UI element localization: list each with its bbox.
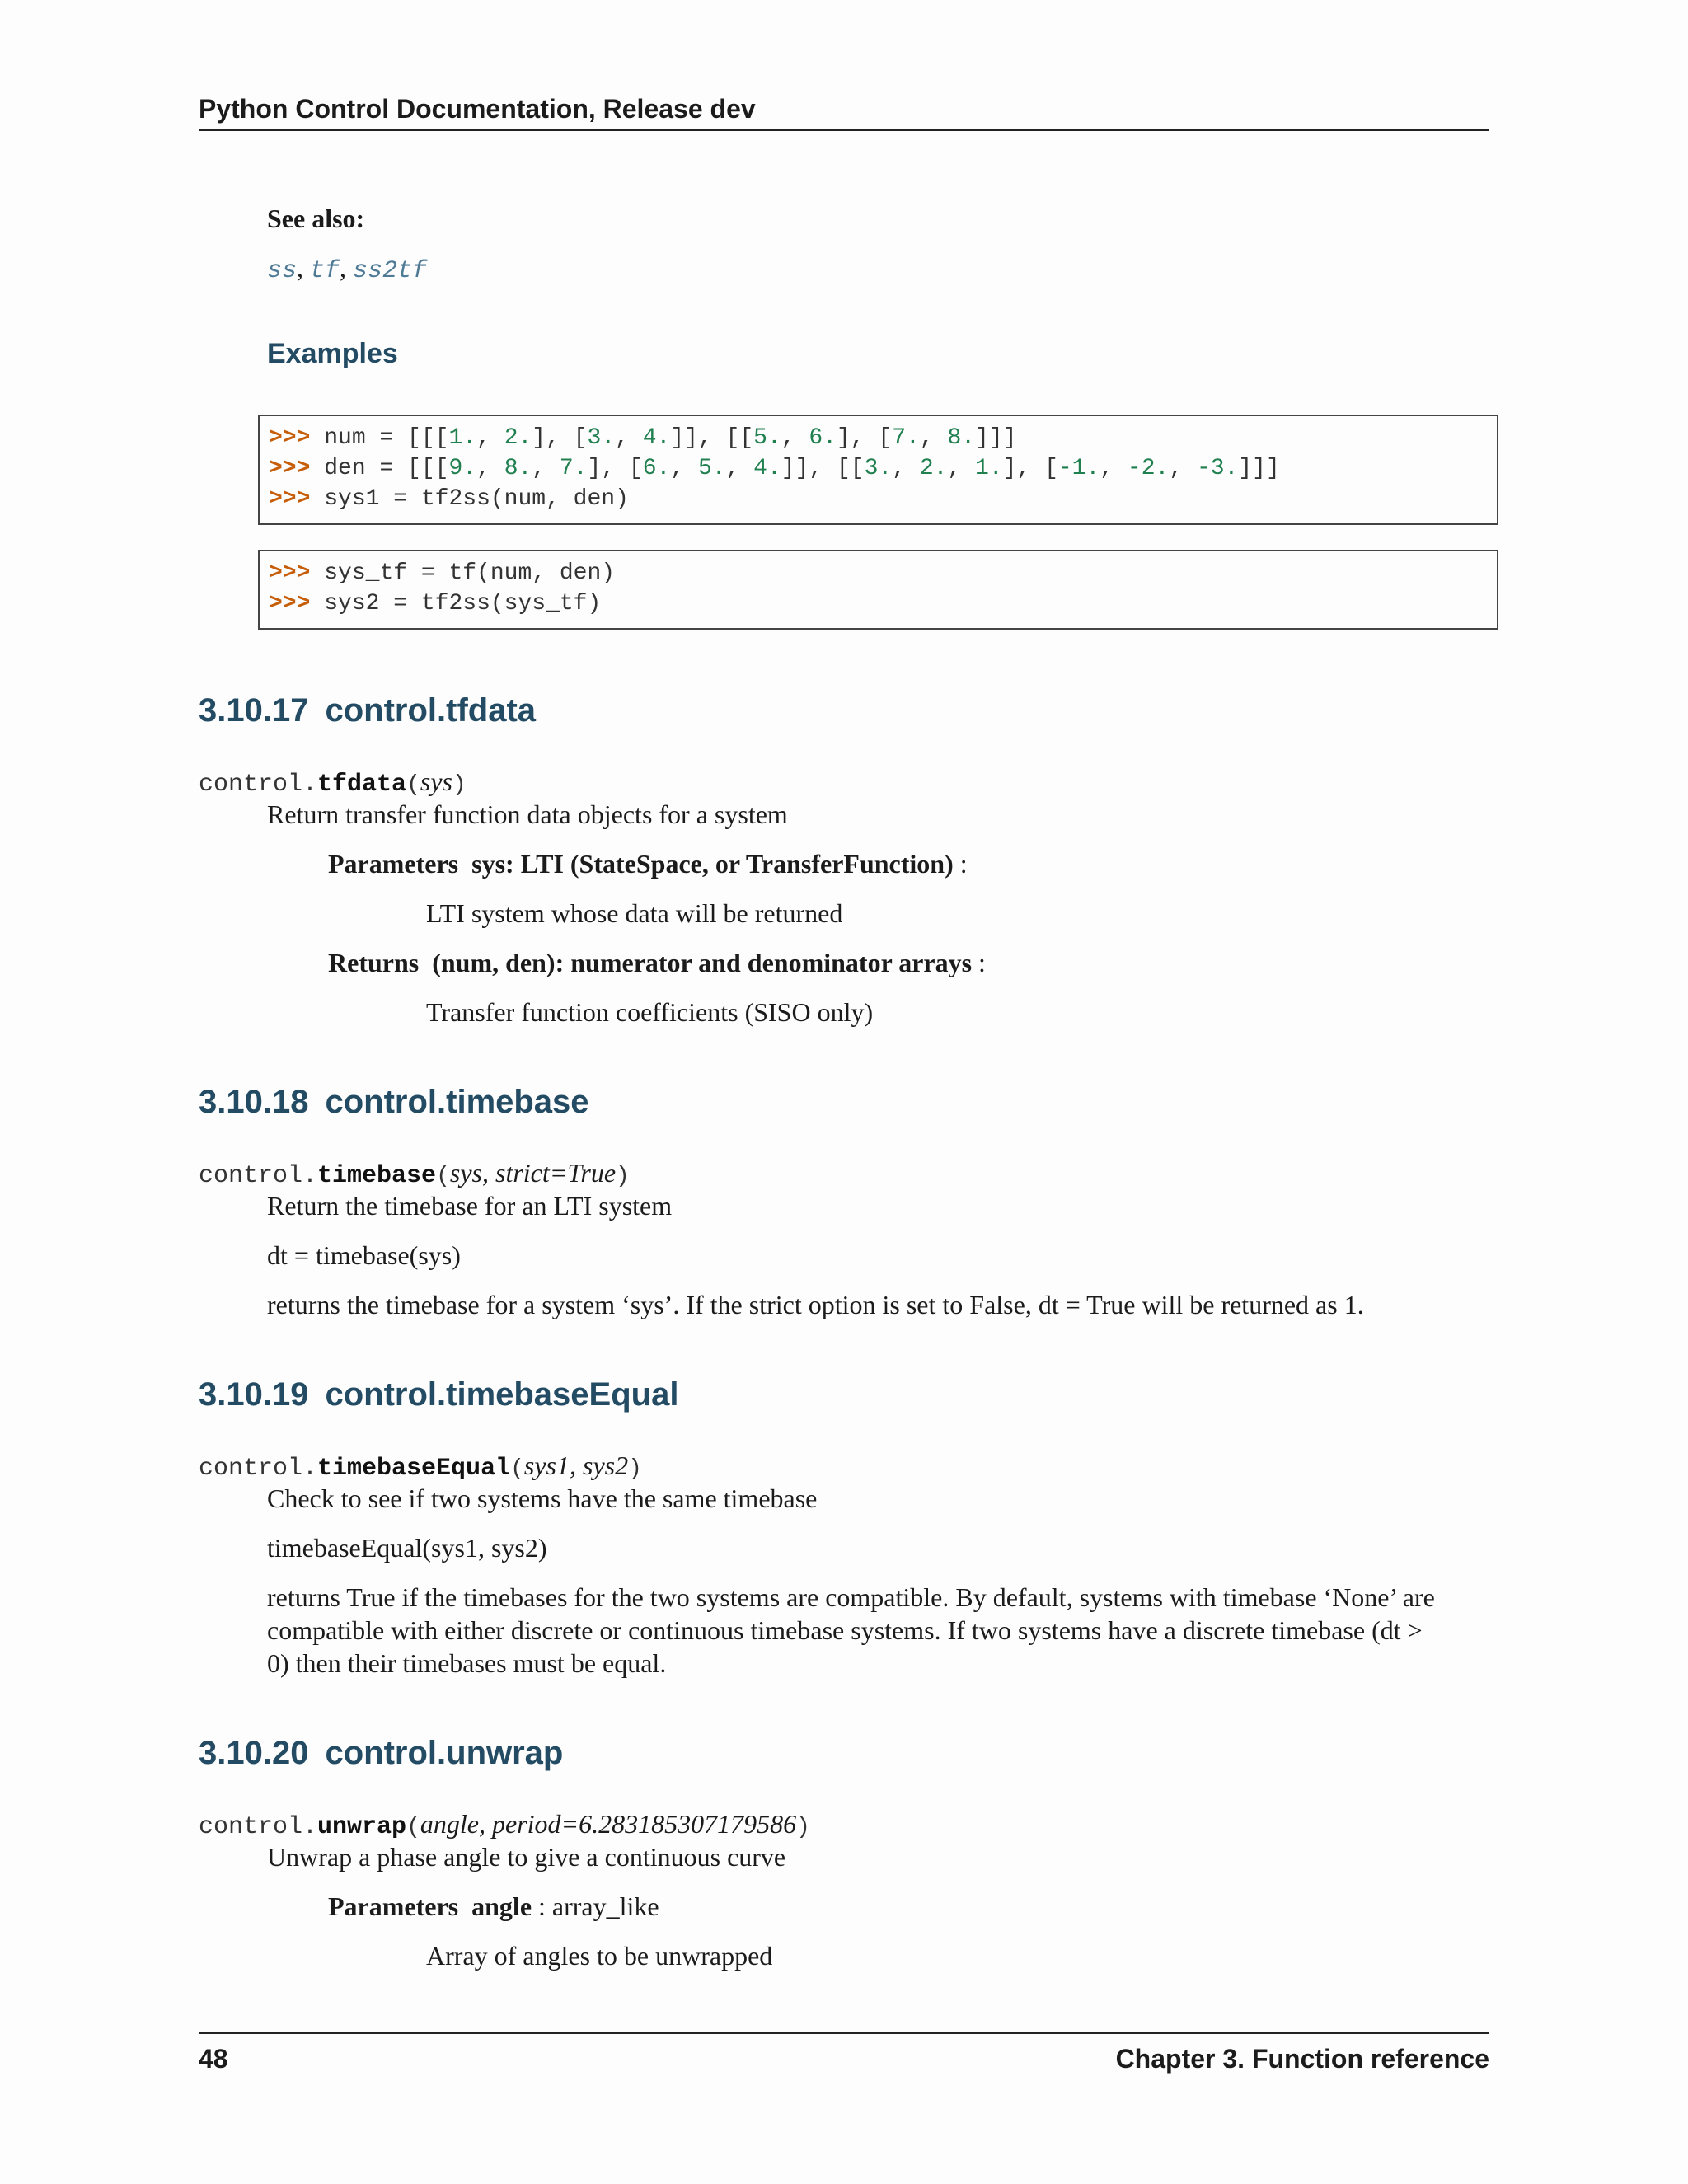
returns-row-tfdata bbox=[328, 946, 986, 979]
see-also-link-tf[interactable]: tf bbox=[310, 257, 340, 285]
sig-function-name: timebaseEqual bbox=[317, 1455, 511, 1483]
see-also-sep: , bbox=[297, 253, 311, 283]
code-number: 6. bbox=[809, 425, 837, 451]
code-number: 6. bbox=[642, 456, 671, 481]
page-number: 48 bbox=[199, 2044, 228, 2074]
code-text: , bbox=[919, 425, 948, 451]
code-prompt: >>> bbox=[269, 425, 311, 451]
sig-module: control. bbox=[199, 1455, 318, 1483]
code-number: 5. bbox=[697, 456, 726, 481]
param-desc-unwrap: Array of angles to be unwrapped bbox=[426, 1941, 773, 1971]
code-text: ], [ bbox=[837, 425, 893, 451]
code-prompt: >>> bbox=[269, 456, 311, 481]
code-block-2 bbox=[258, 550, 1498, 630]
sig-close-paren: ) bbox=[616, 1164, 630, 1189]
code-number: 1. bbox=[448, 425, 477, 451]
code-number: 3. bbox=[864, 456, 893, 481]
code-text: , bbox=[532, 456, 560, 481]
code-text: , bbox=[947, 456, 976, 481]
section-title: control.timebase bbox=[325, 1084, 589, 1120]
section-heading-unwrap bbox=[199, 1732, 563, 1774]
returns-colon: : bbox=[972, 948, 986, 977]
code-number: 2. bbox=[919, 456, 948, 481]
sig-function-name: timebase bbox=[317, 1162, 437, 1190]
code-number: 1. bbox=[975, 456, 1003, 481]
param-type: : array_like bbox=[532, 1891, 659, 1921]
sig-module: control. bbox=[199, 1813, 318, 1841]
header-rule bbox=[199, 129, 1489, 131]
see-also-links bbox=[267, 251, 427, 288]
code-number: 8. bbox=[947, 425, 976, 451]
code-text: , bbox=[1100, 456, 1128, 481]
see-also-sep: , bbox=[340, 253, 354, 283]
code-text: den = [[[ bbox=[324, 456, 449, 481]
summary-timebaseequal: Check to see if two systems have the same timebase bbox=[267, 1483, 818, 1513]
code-text: num = [[[ bbox=[324, 425, 449, 451]
param-name: sys: LTI (StateSpace, or TransferFunction) bbox=[471, 849, 954, 879]
usage-timebaseequal: timebaseEqual(sys1, sys2) bbox=[267, 1533, 547, 1563]
section-number: 3.10.20 bbox=[199, 1735, 309, 1771]
code-text: ]]] bbox=[1238, 456, 1280, 481]
sig-open-paren: ( bbox=[510, 1456, 524, 1482]
code-prompt: >>> bbox=[269, 486, 311, 512]
sig-close-paren: ) bbox=[628, 1456, 642, 1482]
sig-args: sys, strict=True bbox=[449, 1158, 617, 1188]
section-heading-tfdata bbox=[199, 690, 536, 731]
desc-timebase: returns the timebase for a system ‘sys’. If the strict option is set to False, dt = True will be returned as 1. bbox=[267, 1290, 1364, 1319]
code-line bbox=[269, 484, 1488, 514]
code-text: , bbox=[781, 425, 809, 451]
desc-timebaseequal-line2: compatible with either discrete or continuous timebase systems. If two systems have a discrete timebase (dt > bbox=[267, 1615, 1423, 1645]
section-title: control.tfdata bbox=[325, 692, 537, 729]
sig-open-paren: ( bbox=[406, 1815, 420, 1840]
code-text: ]], [[ bbox=[670, 425, 754, 451]
summary-tfdata: Return transfer function data objects for a system bbox=[267, 799, 788, 829]
code-number: 4. bbox=[642, 425, 671, 451]
code-prompt: >>> bbox=[269, 591, 311, 616]
code-text: , bbox=[615, 425, 643, 451]
code-prompt: >>> bbox=[269, 560, 311, 586]
see-also-label: See also: bbox=[267, 204, 365, 233]
code-text: ], [ bbox=[532, 425, 588, 451]
code-number: -3. bbox=[1196, 456, 1239, 481]
code-text: , bbox=[1169, 456, 1197, 481]
code-text: , bbox=[476, 456, 504, 481]
code-number: 7. bbox=[559, 456, 588, 481]
sig-module: control. bbox=[199, 1162, 318, 1190]
section-heading-timebase bbox=[199, 1081, 589, 1122]
sig-args: angle, period=6.283185307179586 bbox=[420, 1809, 797, 1839]
returns-label: Returns bbox=[328, 948, 420, 977]
code-line bbox=[269, 558, 1488, 588]
summary-timebase: Return the timebase for an LTI system bbox=[267, 1191, 673, 1221]
param-name: angle bbox=[471, 1891, 532, 1921]
function-signature-tfdata bbox=[199, 765, 467, 802]
params-label: Parameters bbox=[328, 1891, 459, 1921]
sig-open-paren: ( bbox=[406, 772, 420, 798]
code-number: -2. bbox=[1127, 456, 1170, 481]
sig-module: control. bbox=[199, 771, 318, 799]
sig-args: sys bbox=[420, 766, 452, 796]
examples-heading: Examples bbox=[267, 338, 398, 369]
see-also-link-ss2tf[interactable]: ss2tf bbox=[353, 257, 428, 285]
code-text: , bbox=[670, 456, 698, 481]
sig-close-paren: ) bbox=[796, 1815, 810, 1840]
code-text: ], [ bbox=[1002, 456, 1058, 481]
see-also-link-ss[interactable]: ss bbox=[267, 257, 298, 285]
returns-desc-tfdata: Transfer function coefficients (SISO only) bbox=[426, 997, 874, 1027]
section-number: 3.10.19 bbox=[199, 1376, 309, 1413]
summary-unwrap: Unwrap a phase angle to give a continuous curve bbox=[267, 1842, 786, 1872]
desc-timebaseequal-line3: 0) then their timebases must be equal. bbox=[267, 1648, 667, 1678]
code-number: 7. bbox=[892, 425, 920, 451]
code-text: sys1 = tf2ss(num, den) bbox=[324, 486, 629, 512]
footer-rule bbox=[199, 2032, 1489, 2034]
param-colon: : bbox=[953, 849, 968, 879]
code-text: ]], [[ bbox=[781, 456, 865, 481]
code-text: , bbox=[476, 425, 504, 451]
section-title: control.timebaseEqual bbox=[325, 1376, 679, 1413]
usage-timebase: dt = timebase(sys) bbox=[267, 1240, 461, 1270]
params-label: Parameters bbox=[328, 849, 459, 879]
code-number: 3. bbox=[587, 425, 616, 451]
code-number: 2. bbox=[504, 425, 532, 451]
code-number: -1. bbox=[1057, 456, 1100, 481]
function-signature-unwrap bbox=[199, 1807, 810, 1844]
code-text: , bbox=[892, 456, 920, 481]
sig-open-paren: ( bbox=[436, 1164, 450, 1189]
sig-args: sys1, sys2 bbox=[523, 1451, 629, 1480]
function-signature-timebaseequal bbox=[199, 1449, 642, 1486]
code-line bbox=[269, 423, 1488, 453]
section-heading-timebaseequal bbox=[199, 1374, 678, 1415]
code-number: 4. bbox=[753, 456, 781, 481]
code-text: ], [ bbox=[587, 456, 643, 481]
code-text: , bbox=[725, 456, 754, 481]
running-header-title: Python Control Documentation, Release dev bbox=[199, 94, 756, 124]
desc-timebaseequal-line1: returns True if the timebases for the two systems are compatible. By default, systems with timebase ‘None’ are bbox=[267, 1582, 1435, 1612]
sig-function-name: tfdata bbox=[317, 771, 407, 799]
section-number: 3.10.17 bbox=[199, 692, 309, 729]
params-row-unwrap bbox=[328, 1890, 659, 1923]
code-text: sys_tf = tf(num, den) bbox=[324, 560, 616, 586]
code-text: sys2 = tf2ss(sys_tf) bbox=[324, 591, 602, 616]
code-number: 5. bbox=[753, 425, 781, 451]
code-line bbox=[269, 588, 1488, 619]
sig-close-paren: ) bbox=[452, 772, 467, 798]
code-number: 8. bbox=[504, 456, 532, 481]
code-text: ]]] bbox=[975, 425, 1017, 451]
sig-function-name: unwrap bbox=[317, 1813, 407, 1841]
returns-name: (num, den): numerator and denominator arrays bbox=[432, 948, 973, 977]
param-desc-tfdata: LTI system whose data will be returned bbox=[426, 898, 843, 928]
params-row-tfdata bbox=[328, 847, 968, 880]
code-line bbox=[269, 453, 1488, 484]
chapter-title: Chapter 3. Function reference bbox=[1115, 2044, 1489, 2074]
code-block-1 bbox=[258, 415, 1498, 525]
section-number: 3.10.18 bbox=[199, 1084, 309, 1120]
code-number: 9. bbox=[448, 456, 477, 481]
function-signature-timebase bbox=[199, 1156, 630, 1193]
section-title: control.unwrap bbox=[325, 1735, 564, 1771]
